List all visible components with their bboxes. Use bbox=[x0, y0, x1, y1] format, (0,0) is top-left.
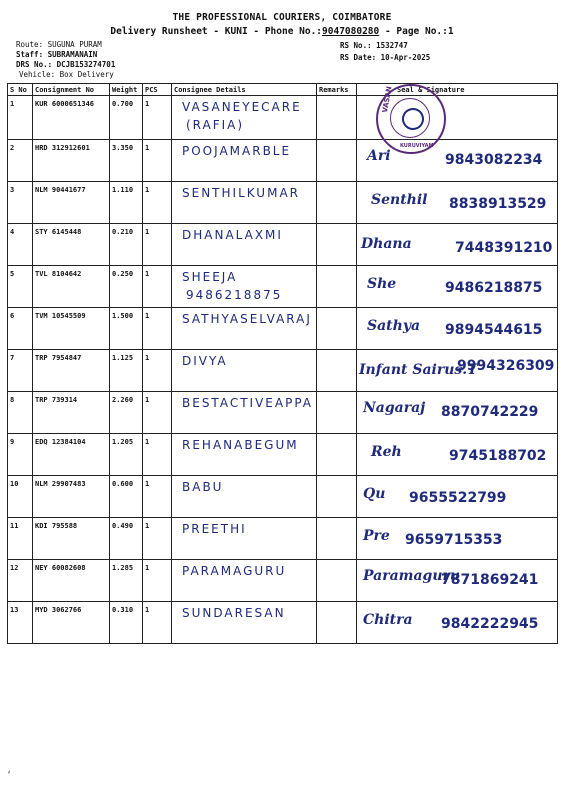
signature-phone: 9655522799 bbox=[409, 490, 507, 506]
signature-scribble: Dhana bbox=[361, 236, 412, 252]
signature-scribble: Senthil bbox=[371, 192, 428, 208]
cell-remarks bbox=[317, 140, 357, 182]
cell-consignee bbox=[172, 476, 317, 518]
cell-sno: 4 bbox=[8, 224, 33, 266]
cell-consignment: TVL 8104642 bbox=[33, 266, 110, 308]
cell-remarks bbox=[317, 434, 357, 476]
seal-text: VASAN bbox=[381, 85, 394, 114]
cell-sno: 13 bbox=[8, 602, 33, 644]
cell-signature bbox=[357, 350, 558, 392]
col-header-consignment: Consignment No bbox=[33, 84, 110, 96]
cell-consignee bbox=[172, 224, 317, 266]
signature-scribble: Infant Sairus.T bbox=[359, 362, 478, 378]
cell-sno: 9 bbox=[8, 434, 33, 476]
seal-subtext: KURUVIYAM bbox=[400, 143, 434, 149]
signature-phone: 9745188702 bbox=[449, 448, 547, 464]
cell-remarks bbox=[317, 96, 357, 140]
cell-sno: 8 bbox=[8, 392, 33, 434]
cell-weight: 0.310 bbox=[110, 602, 143, 644]
rs-no-line bbox=[340, 40, 430, 52]
vehicle-line bbox=[16, 70, 115, 80]
table-row bbox=[8, 182, 558, 224]
cell-signature bbox=[357, 560, 558, 602]
cell-consignee bbox=[172, 266, 317, 308]
cell-weight: 0.210 bbox=[110, 224, 143, 266]
cell-pcs: 1 bbox=[143, 560, 172, 602]
col-header-sno: S No bbox=[8, 84, 33, 96]
cell-remarks bbox=[317, 224, 357, 266]
cell-remarks bbox=[317, 560, 357, 602]
signature-scribble: She bbox=[367, 276, 397, 292]
signature-phone: 7871869241 bbox=[441, 572, 539, 588]
signature-scribble: Pre bbox=[363, 528, 390, 544]
table-row bbox=[8, 476, 558, 518]
col-header-remarks: Remarks bbox=[317, 84, 357, 96]
cell-consignment: TRP 739314 bbox=[33, 392, 110, 434]
signature-phone: 9994326309 bbox=[457, 358, 555, 374]
cell-weight: 1.285 bbox=[110, 560, 143, 602]
cell-pcs: 1 bbox=[143, 96, 172, 140]
signature-phone: 7448391210 bbox=[455, 240, 553, 256]
consignee-handwriting: DHANALAXMI bbox=[182, 228, 283, 242]
cell-remarks bbox=[317, 392, 357, 434]
consignee-handwriting: REHANABEGUM bbox=[182, 438, 299, 452]
cell-remarks bbox=[317, 476, 357, 518]
consignee-handwriting: VASANEYECARE bbox=[182, 100, 302, 114]
cell-sno: 10 bbox=[8, 476, 33, 518]
table-row bbox=[8, 392, 558, 434]
runsheet-meta-left bbox=[16, 40, 115, 80]
cell-sno: 12 bbox=[8, 560, 33, 602]
cell-remarks bbox=[317, 266, 357, 308]
vehicle-label: Vehicle: bbox=[19, 70, 56, 79]
cell-sno: 3 bbox=[8, 182, 33, 224]
cell-signature bbox=[357, 476, 558, 518]
cell-signature bbox=[357, 266, 558, 308]
cell-consignment: NLM 29907483 bbox=[33, 476, 110, 518]
table-row bbox=[8, 602, 558, 644]
consignee-handwriting-line2: (RAFIA) bbox=[186, 118, 245, 132]
signature-scribble: Qu bbox=[363, 486, 386, 502]
table-row bbox=[8, 96, 558, 140]
rs-date-value: 10-Apr-2025 bbox=[380, 53, 431, 62]
col-header-weight: Weight bbox=[110, 84, 143, 96]
table-row bbox=[8, 434, 558, 476]
cell-sno: 11 bbox=[8, 518, 33, 560]
cell-sno: 7 bbox=[8, 350, 33, 392]
corner-mark: ‘ bbox=[6, 770, 13, 781]
drs-value: DCJB153274701 bbox=[56, 60, 116, 69]
cell-sno: 6 bbox=[8, 308, 33, 350]
cell-weight: 0.490 bbox=[110, 518, 143, 560]
cell-pcs: 1 bbox=[143, 308, 172, 350]
table-row bbox=[8, 140, 558, 182]
cell-pcs: 1 bbox=[143, 392, 172, 434]
drs-label: DRS No.: bbox=[16, 60, 53, 69]
cell-consignment: TVM 10545509 bbox=[33, 308, 110, 350]
cell-weight: 0.250 bbox=[110, 266, 143, 308]
consignee-handwriting: POOJAMARBLE bbox=[182, 144, 292, 158]
cell-consignment: KUR 6000651346 bbox=[33, 96, 110, 140]
cell-consignee bbox=[172, 350, 317, 392]
cell-signature bbox=[357, 308, 558, 350]
cell-consignee bbox=[172, 182, 317, 224]
staff-line bbox=[16, 50, 115, 60]
cell-signature bbox=[357, 602, 558, 644]
signature-phone: 9894544615 bbox=[445, 322, 543, 338]
vehicle-value: Box Delivery bbox=[59, 70, 114, 79]
cell-consignment: STY 6145448 bbox=[33, 224, 110, 266]
cell-weight: 1.500 bbox=[110, 308, 143, 350]
cell-consignment: KDI 795588 bbox=[33, 518, 110, 560]
table-row bbox=[8, 224, 558, 266]
signature-phone: 9659715353 bbox=[405, 532, 503, 548]
cell-remarks bbox=[317, 602, 357, 644]
cell-pcs: 1 bbox=[143, 182, 172, 224]
table-row bbox=[8, 560, 558, 602]
cell-consignment: NLM 90441677 bbox=[33, 182, 110, 224]
signature-phone: 8838913529 bbox=[449, 196, 547, 212]
cell-consignee bbox=[172, 392, 317, 434]
cell-pcs: 1 bbox=[143, 602, 172, 644]
table-row bbox=[8, 266, 558, 308]
cell-weight: 0.700 bbox=[110, 96, 143, 140]
company-name: THE PROFESSIONAL COURIERS, COIMBATORE bbox=[172, 12, 392, 23]
table-row bbox=[8, 350, 558, 392]
table-row bbox=[8, 518, 558, 560]
rs-date-line bbox=[340, 52, 430, 64]
staff-value: SUBRAMANAIN bbox=[47, 50, 98, 59]
cell-pcs: 1 bbox=[143, 434, 172, 476]
consignee-handwriting: BABU bbox=[182, 480, 224, 494]
page-number: - Page No.:1 bbox=[379, 26, 454, 37]
cell-pcs: 1 bbox=[143, 350, 172, 392]
cell-weight: 1.125 bbox=[110, 350, 143, 392]
cell-consignee bbox=[172, 602, 317, 644]
signature-scribble: Nagaraj bbox=[363, 400, 426, 416]
cell-pcs: 1 bbox=[143, 266, 172, 308]
runsheet-title bbox=[0, 26, 564, 37]
route-value: SUGUNA PURAM bbox=[47, 40, 102, 49]
signature-phone: 9486218875 bbox=[445, 280, 543, 296]
phone-number: 9047080280 bbox=[322, 26, 380, 37]
cell-weight: 3.350 bbox=[110, 140, 143, 182]
cell-signature bbox=[357, 392, 558, 434]
cell-signature bbox=[357, 434, 558, 476]
cell-consignee bbox=[172, 434, 317, 476]
col-header-consignee: Consignee Details bbox=[172, 84, 317, 96]
cell-signature bbox=[357, 224, 558, 266]
signature-scribble: Paramaguru bbox=[363, 568, 461, 584]
table-header-row bbox=[8, 84, 558, 96]
cell-remarks bbox=[317, 182, 357, 224]
signature-scribble: Chitra bbox=[363, 612, 413, 628]
consignee-handwriting: SENTHILKUMAR bbox=[182, 186, 300, 200]
consignee-handwriting: SATHYASELVARAJ bbox=[182, 312, 312, 326]
consignee-handwriting: BESTACTIVEAPPA bbox=[182, 396, 313, 410]
rs-no-label: RS No.: bbox=[340, 41, 372, 50]
cell-weight: 1.110 bbox=[110, 182, 143, 224]
consignee-handwriting: SHEEJA bbox=[182, 270, 238, 284]
cell-consignee bbox=[172, 308, 317, 350]
rs-no-value: 1532747 bbox=[376, 41, 408, 50]
runsheet-prefix: Delivery Runsheet - KUNI - Phone No.: bbox=[110, 26, 323, 37]
signature-phone: 8870742229 bbox=[441, 404, 539, 420]
route-line bbox=[16, 40, 115, 50]
signature-phone: 9842222945 bbox=[441, 616, 539, 632]
cell-consignment: MYD 3062766 bbox=[33, 602, 110, 644]
route-label: Route: bbox=[16, 40, 44, 49]
cell-pcs: 1 bbox=[143, 224, 172, 266]
drs-line bbox=[16, 60, 115, 70]
cell-signature bbox=[357, 182, 558, 224]
cell-pcs: 1 bbox=[143, 140, 172, 182]
cell-consignee bbox=[172, 140, 317, 182]
consignee-handwriting: PARAMAGURU bbox=[182, 564, 287, 578]
staff-label: Staff: bbox=[16, 50, 44, 59]
cell-pcs: 1 bbox=[143, 518, 172, 560]
cell-consignment: HRD 312912601 bbox=[33, 140, 110, 182]
consignee-handwriting: SUNDARESAN bbox=[182, 606, 286, 620]
company-seal bbox=[376, 84, 446, 154]
cell-consignee bbox=[172, 518, 317, 560]
cell-sno: 2 bbox=[8, 140, 33, 182]
signature-scribble: Ari bbox=[367, 148, 391, 164]
signature-scribble: Reh bbox=[371, 444, 402, 460]
consignee-handwriting: DIVYA bbox=[182, 354, 228, 368]
table-row bbox=[8, 308, 558, 350]
cell-signature bbox=[357, 518, 558, 560]
cell-weight: 1.205 bbox=[110, 434, 143, 476]
cell-remarks bbox=[317, 350, 357, 392]
col-header-signature: Seal & Signature bbox=[357, 84, 558, 96]
cell-weight: 0.600 bbox=[110, 476, 143, 518]
cell-consignee bbox=[172, 96, 317, 140]
col-header-pcs: PCS bbox=[143, 84, 172, 96]
delivery-table bbox=[7, 83, 558, 644]
rs-date-label: RS Date: bbox=[340, 53, 377, 62]
cell-weight: 2.260 bbox=[110, 392, 143, 434]
cell-sno: 1 bbox=[8, 96, 33, 140]
signature-phone: 9843082234 bbox=[445, 152, 543, 168]
cell-pcs: 1 bbox=[143, 476, 172, 518]
runsheet-meta-right bbox=[340, 40, 430, 64]
cell-consignment: NEY 60082608 bbox=[33, 560, 110, 602]
consignee-handwriting-line2: 9486218875 bbox=[186, 288, 283, 302]
cell-remarks bbox=[317, 518, 357, 560]
cell-consignee bbox=[172, 560, 317, 602]
signature-scribble: Sathya bbox=[367, 318, 421, 334]
cell-signature bbox=[357, 140, 558, 182]
consignee-handwriting: PREETHI bbox=[182, 522, 247, 536]
cell-consignment: TRP 7954847 bbox=[33, 350, 110, 392]
cell-consignment: EDQ 12384104 bbox=[33, 434, 110, 476]
cell-remarks bbox=[317, 308, 357, 350]
cell-sno: 5 bbox=[8, 266, 33, 308]
